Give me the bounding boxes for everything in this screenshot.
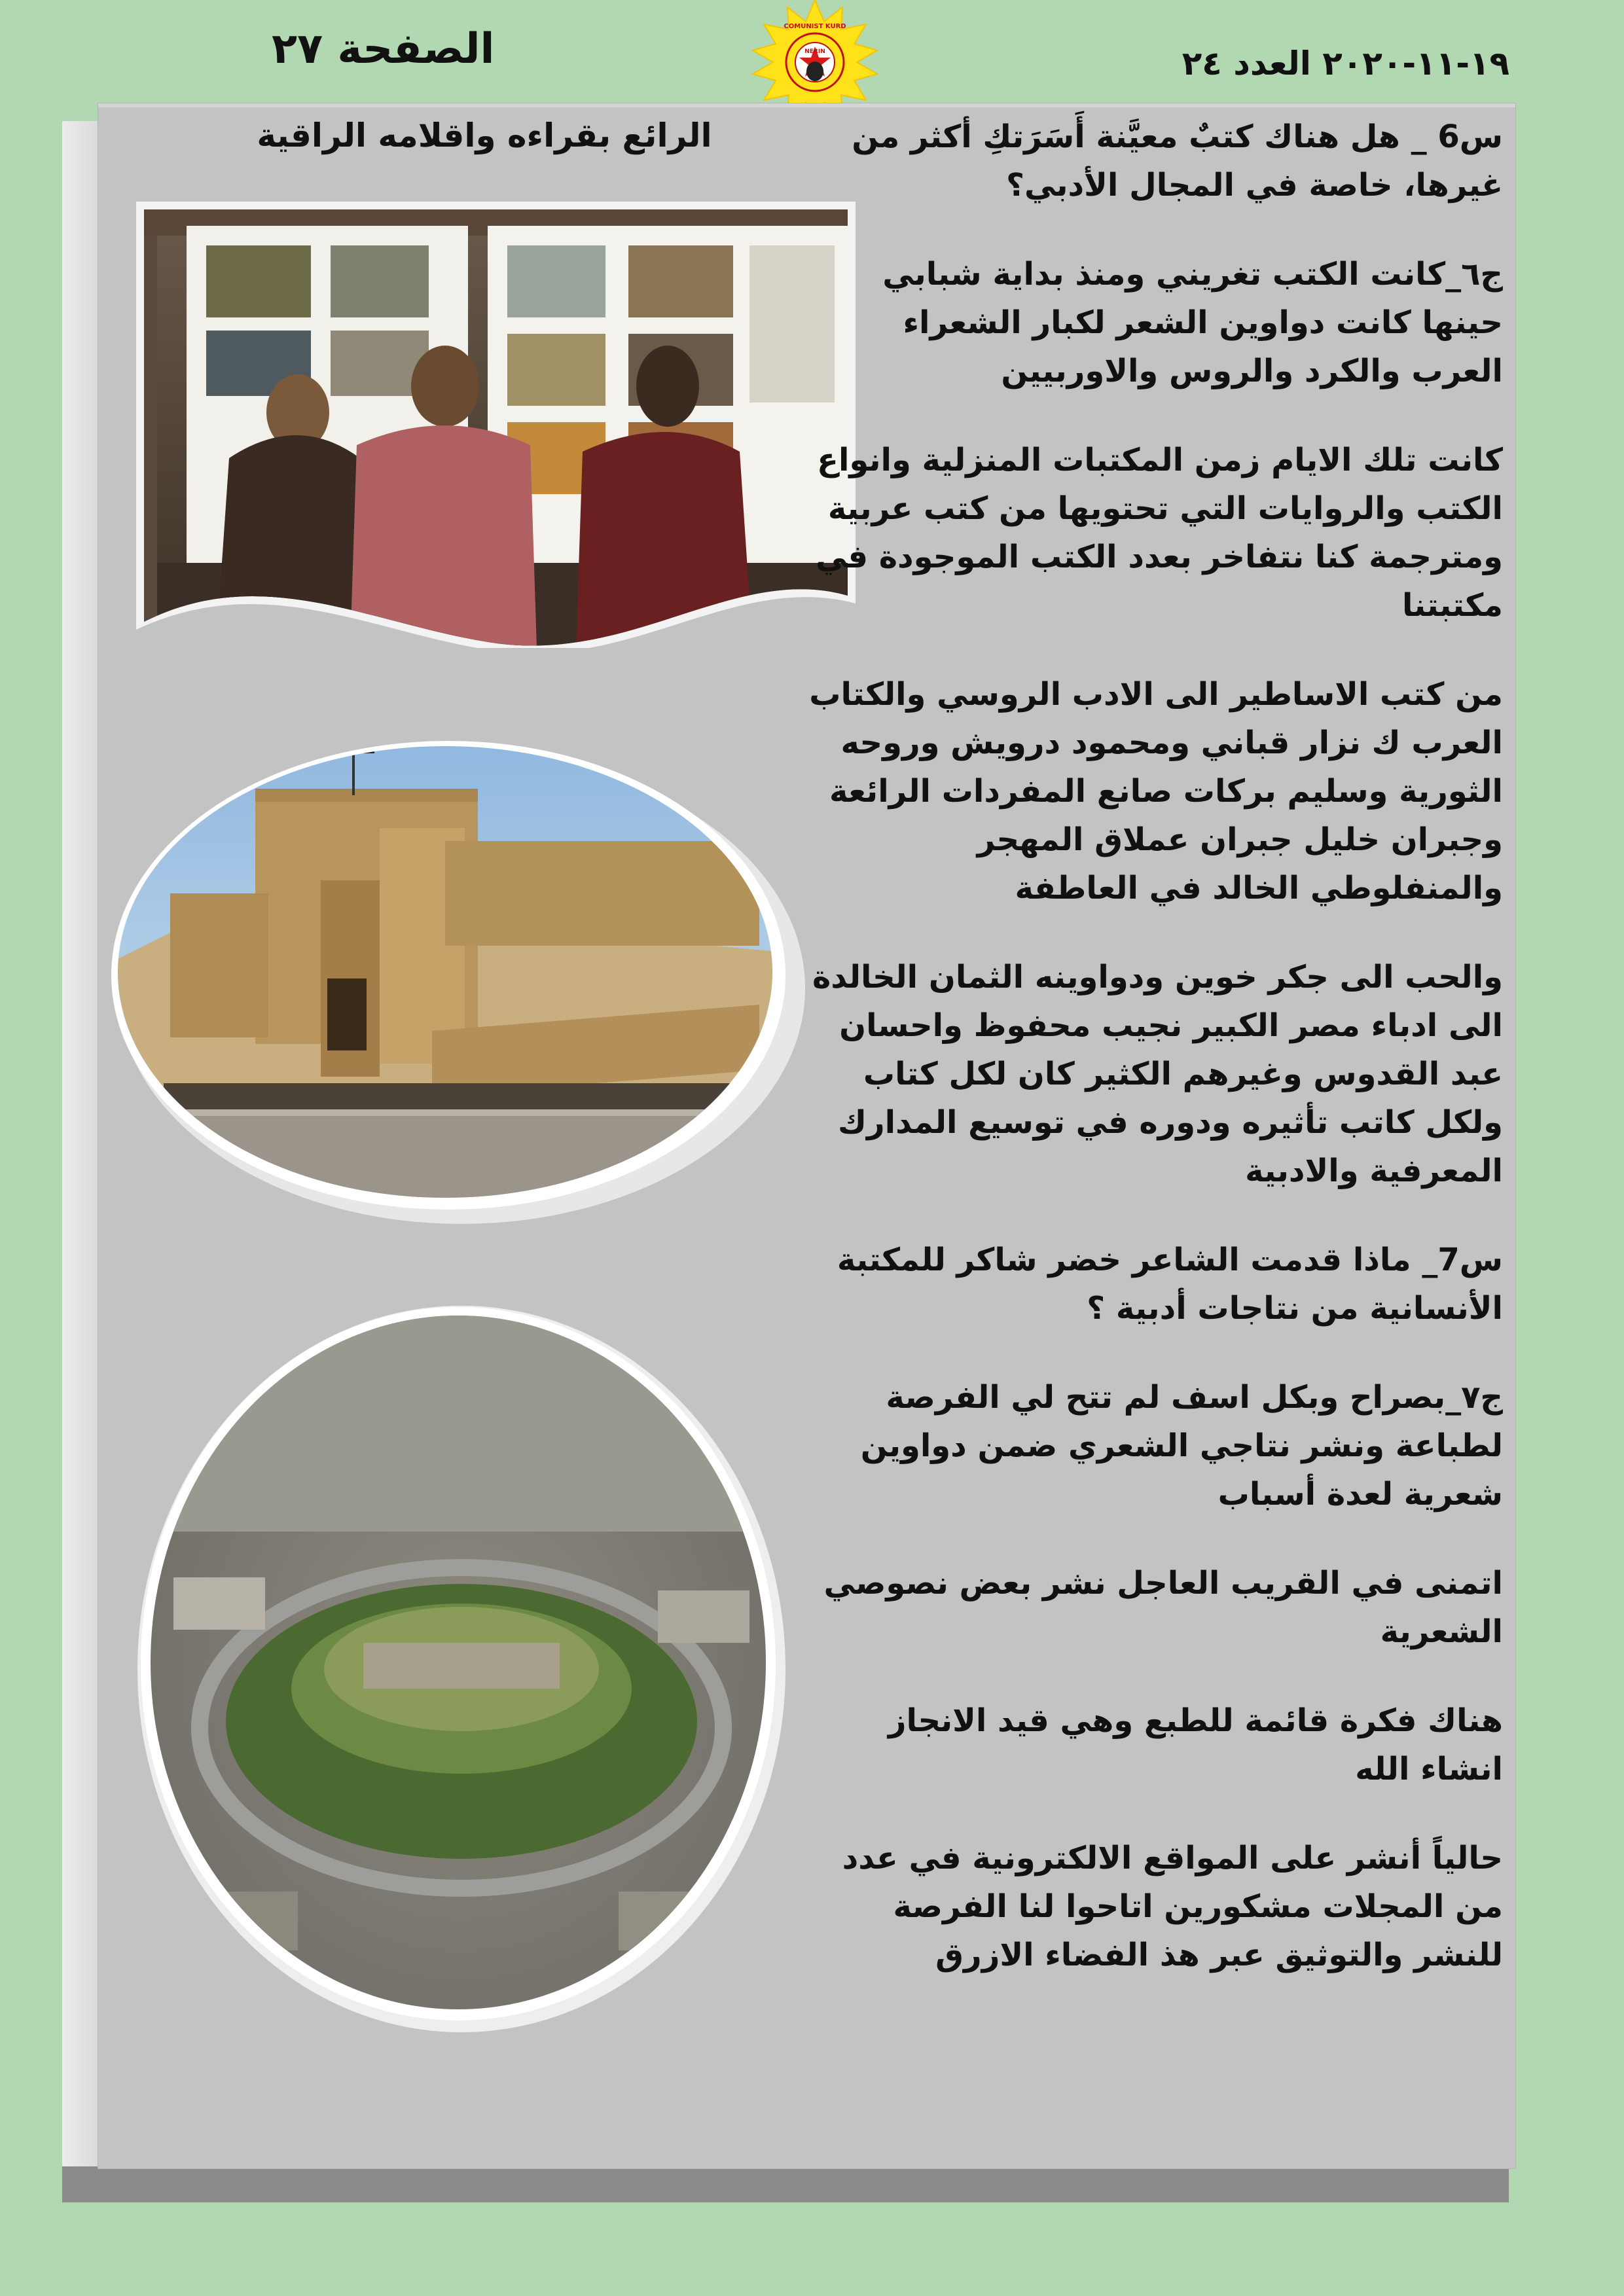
- logo-ring-text: COMUNIST KURD: [784, 23, 846, 30]
- answer-7: ج٧_بصراح وبكل اسف لم تتح لي الفرصة لطباعة ونشر نتاجي الشعري ضمن دواوين شعرية لعدة أسباب: [860, 1379, 1503, 1513]
- answer-6-part-2: كانت تلك الايام زمن المكتبات المنزلية وانواع الكتب والروايات التي تحتويها من كتب عربية ومترجمة كنا نتفاخر بعدد الكتب الموجودة في مكتبتنا: [816, 442, 1503, 624]
- page-number: الصفحة ٢٧: [272, 25, 495, 73]
- board-shadow-left: [62, 121, 101, 2199]
- board-shadow-bottom: [62, 2166, 1509, 2202]
- logo-center-text: NERIN: [804, 48, 825, 55]
- answer-7-part-4: حالياً أنشر على المواقع الالكترونية في عدد من المجلات مشكورين اتاحوا لنا الفرصة للنشر والتوثيق عبر هذ الفضاء الازرق: [842, 1840, 1503, 1973]
- question-6: س6 _ هل هناك كتبٌ معيَّنة أَسَرَتكِ أكثر من غيرها، خاصة في المجال الأدبي؟: [852, 118, 1503, 204]
- answer-6-part-4: والحب الى جكر خوين ودواوينه الثمان الخالدة الى ادباء مصر الكبير نجيب محفوظ واحسان عبد القدوس وغيرهم الكثير كان لكل كتاب ولكل كاتب تأثيره ودوره في توسيع المدارك المعرفية والادبية: [812, 959, 1503, 1189]
- citadel-photo: [105, 730, 818, 1230]
- answer-6: ج٦_كانت الكتب تغريني ومنذ بداية شبابي حينها كانت دواوين الشعر لكبار الشعراء العرب والكرد والروس والاوربيين: [882, 256, 1503, 389]
- photo-caption: الرائع بقراءه واقلامه الراقية: [257, 117, 712, 154]
- issue-date: ١٩-١١-٢٠٢٠ العدد ٢٤: [1182, 45, 1509, 82]
- answer-7-part-3: هناك فكرة قائمة للطبع وهي قيد الانجاز انشاء الله: [888, 1702, 1503, 1787]
- aerial-citadel-photo: [134, 1302, 789, 2032]
- answer-6-part-3: من كتب الاساطير الى الادب الروسي والكتاب العرب ك نزار قباني ومحمود درويش وروحه الثورية وسليم بركات صانع المفردات الرائعة وجبران خليل جبران عملاق المهجر والمنفلوطي الخالد في العاطفة: [809, 676, 1503, 906]
- answer-7-part-2: اتمنى في القريب العاجل نشر بعض نصوصي الشعرية: [823, 1565, 1503, 1650]
- question-7: س7_ ماذا قدمت الشاعر خضر شاكر للمكتبة الأنسانية من نتاجات أدبية ؟: [837, 1242, 1503, 1327]
- board-top-edge: [98, 103, 1515, 107]
- exhibition-photo: [131, 196, 861, 648]
- article-body: [803, 113, 1503, 2020]
